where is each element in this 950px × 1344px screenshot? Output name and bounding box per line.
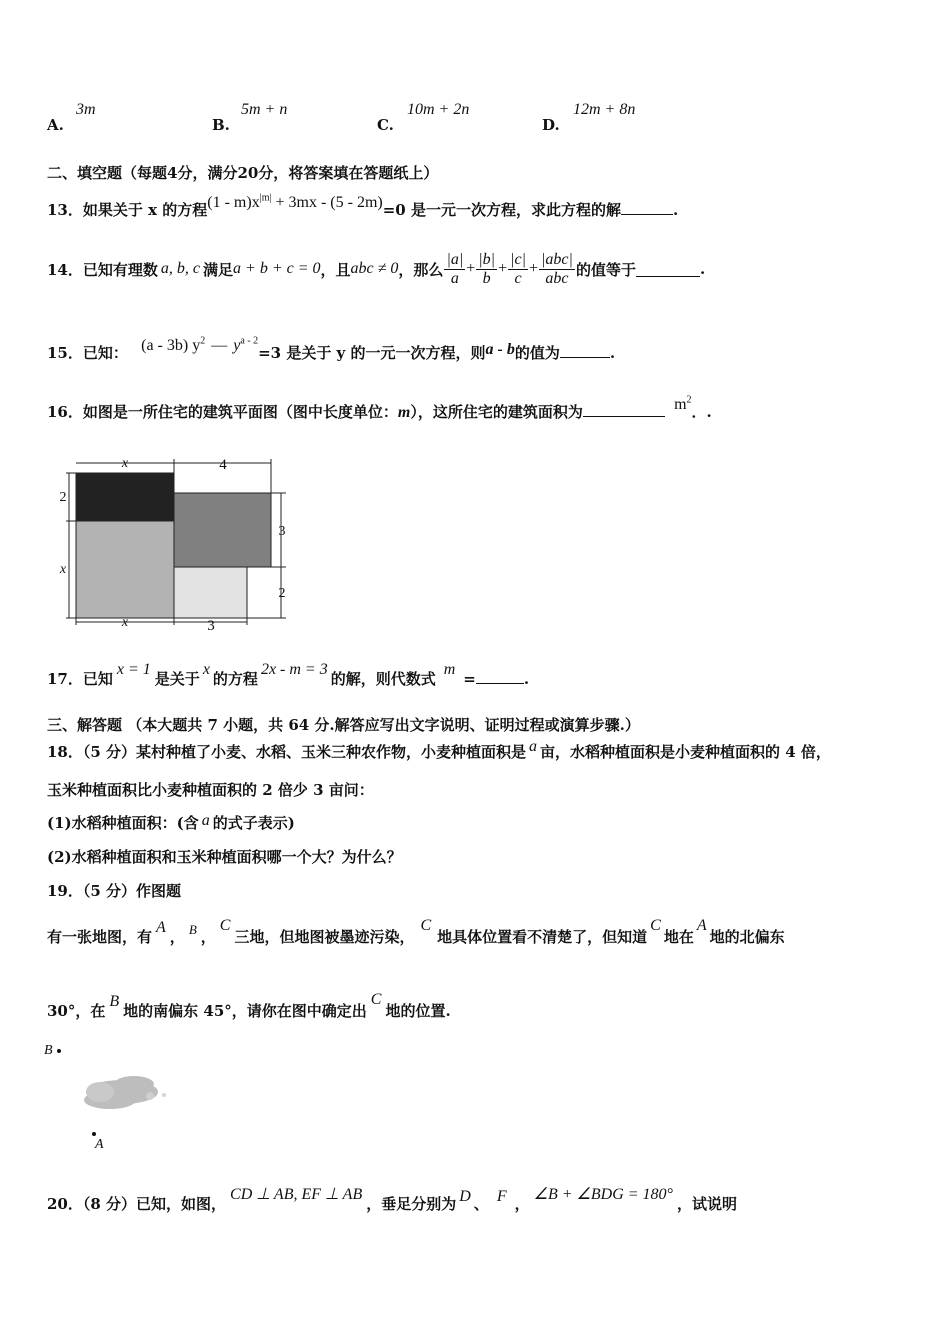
q13-number: 13． [47,201,83,219]
fig16-label-bottom-3: 3 [207,618,215,634]
q16-unit-exp: 2 [686,394,692,406]
floor-plan-figure [58,455,298,635]
q17-text: 已知 [82,670,113,688]
choice-d-letter: D. [542,116,560,134]
q17-equals: = [463,670,476,688]
q15-math-2: y [233,337,241,354]
q19-var-b: B [188,922,197,937]
q19-comma: ， [169,928,185,946]
q17-period: . [523,670,530,688]
q16-text: 如图是一所住宅的建筑平面图（图中长度单位： [82,403,398,421]
q15-math: (a - 3b) y [141,337,201,354]
fig16-label-top-4: 4 [219,457,227,473]
q17-math-4: m [443,661,456,678]
q20-separator: 、 [473,1195,489,1213]
q16-answer-blank[interactable] [583,402,665,417]
q20-var-d: D [459,1188,471,1205]
q15-exp: 2 [200,335,206,347]
q19-text-5: 地的北偏东 [709,928,785,946]
q17-math-2: x [202,661,210,678]
q19-text-6: 30°，在 [47,1002,106,1020]
q20-var-f: F [496,1188,507,1205]
q14-period: . [699,260,706,278]
fig16-label-right-3: 3 [278,524,286,539]
q14-frac-a: $\frac{|a|}{a}$ [446,250,464,287]
q17 [47,661,530,689]
q19-text-2: 三地，但地图被墨迹污染， [234,928,415,946]
choice-a-expr: 3m [76,101,96,118]
q18-part-2: (2)水稻种植面积和玉米种植面积哪一个大？为什么？ [47,848,402,866]
q19-line-1 [47,917,785,947]
q20-math: CD ⊥ AB, EF ⊥ AB [230,1186,363,1203]
q19-var-c: C [650,917,661,934]
q17-math: x = 1 [116,661,151,678]
q18-part-1-text: (1)水稻种植面积：(含 [47,814,199,832]
q14-condition: a + b + c = 0 [233,260,321,277]
q13-text: 如果关于 x 的方程 [82,201,208,219]
q14-frac-c: $\frac{|c|}{c}$ [510,250,526,287]
choice-b-expr: 5m + n [241,101,288,118]
q15-answer-blank[interactable] [560,343,610,358]
choice-d-expr: 12m + 8n [573,101,636,118]
ink-stain [84,1076,166,1109]
q15-number: 15． [47,344,83,362]
q14-answer-blank[interactable] [636,262,700,277]
q19-line-2 [47,991,451,1021]
q14-text: 已知有理数 [82,260,158,279]
q13-answer-blank[interactable] [621,200,673,215]
map-label-a: A [95,1137,104,1152]
q15 [47,335,616,363]
map-label-b: B [44,1043,53,1058]
q18-part-1 [47,812,295,833]
q14-plus: + [498,260,508,277]
q15-dash: — [211,337,228,354]
section2-heading: 二、填空题（每题4分，满分20分，将答案填在答题纸上） [47,164,439,182]
q17-number: 17． [47,670,83,688]
q18-part-1-text-2: 的式子表示) [212,814,295,832]
q14-vars: a, b, c [160,260,200,277]
room-dark [76,473,174,521]
q14-plus: + [529,260,539,277]
q20-text: （8 分）已知，如图， [82,1195,227,1213]
q15-text-3: 的值为 [514,344,560,362]
q15-exp-2: a - 2 [240,335,259,347]
q17-text-3: 的方程 [212,670,258,688]
fig16-label-right-2: 2 [278,586,286,601]
q14-text-4: ，那么 [398,260,444,279]
q19-text-8: 地的位置. [385,1002,451,1020]
q20-number: 20． [47,1195,83,1213]
q19-text-4: 地在 [663,928,694,946]
q14-condition-2: abc ≠ 0 [350,260,399,277]
q17-math-3: 2x - m = 3 [260,661,328,678]
q19-text-3: 地具体位置看不清楚了，但知道 [437,928,648,946]
q18-text: （5 分）某村种植了小麦、水稻、玉米三种农作物，小麦种植面积是 [82,743,527,761]
q19-var-c: C [219,917,231,934]
q14-plus: + [466,260,476,277]
q19-text: 有一张地图，有 [47,928,153,946]
q20-text-2: ，垂足分别为 [366,1195,457,1213]
room-pale [174,567,247,618]
q18-var-a: a [529,738,538,755]
q19-text-7: 地的南偏东 45°，请你在图中确定出 [123,1002,367,1020]
q15-math-3: a - b [485,341,515,358]
q19-var-c: C [420,917,432,934]
fig16-label-left-x: x [59,562,67,577]
q18-text-2: 亩，水稻种植面积是小麦种植面积的 4 倍， [540,743,831,761]
q17-text-2: 是关于 [154,670,200,688]
q15-text-2: =3 是关于 y 的一元一次方程，则 [258,344,486,362]
q20-text-3: ，试说明 [676,1195,737,1213]
q19-var-c: C [370,991,382,1008]
q13-period: . [672,201,679,219]
map-point-b [57,1049,61,1053]
room-mid-gray [174,493,271,567]
q13-text-2: =0 是一元一次方程，求此方程的解 [382,201,621,219]
q15-text: 已知： [82,344,128,362]
q18-part-1-var-a: a [201,812,210,829]
q19-comma: ， [200,928,216,946]
fig16-label-left-2: 2 [59,490,67,505]
fig16-label-top-x: x [121,456,129,471]
q19-title [47,880,181,901]
q14-frac-b: $\frac{|b|}{b}$ [478,250,496,287]
q14-text-3: ，且 [320,260,351,279]
q16-unit: m [397,404,411,421]
q19-var-a: A [696,917,707,934]
q14-frac-abc: $\frac{\text{|abc|}}{\text{abc}}$ [541,250,573,287]
q16-text-2: ），这所住宅的建筑面积为 [410,403,583,421]
q13-math-2: + 3mx - (5 - 2m) [271,194,383,211]
q17-answer-blank[interactable] [476,669,524,684]
section3-heading: 三、解答题 （本大题共 7 小题，共 64 分.解答应写出文字说明、证明过程或演算步骤.） [47,716,640,734]
q19-title-text: （5 分）作图题 [82,882,182,900]
q16-unit-m: m [674,396,687,413]
q20 [47,1186,737,1214]
q15-period: . [609,344,616,362]
q14-text-5: 的值等于 [575,260,636,279]
choice-c-letter: C. [377,116,394,134]
room-light-gray [76,521,174,618]
map-figure [40,1038,180,1156]
q19-var-a: A [156,919,166,936]
q18-number: 18． [47,743,83,761]
q16-period: ．. [691,403,712,421]
q14 [47,244,705,294]
q16 [47,394,712,422]
q20-math-2: ∠B + ∠BDG = 180° [533,1186,673,1203]
q13-exponent: |m| [259,192,272,204]
choice-a-letter: A. [47,116,64,134]
q16-number: 16． [47,403,83,421]
q19-number: 19． [47,882,83,900]
q20-comma: ， [514,1195,530,1213]
map-point-a [92,1132,96,1136]
choice-b-letter: B. [212,116,230,134]
fig16-label-bottom-x: x [121,615,129,630]
q18-line-2: 玉米种植面积比小麦种植面积的 2 倍少 3 亩问： [47,781,374,799]
q13-math: (1 - m)x [207,194,260,211]
q18-line-1 [47,738,831,762]
choice-c-expr: 10m + 2n [407,101,470,118]
q14-number: 14． [47,260,83,279]
q13 [47,192,679,220]
q17-text-4: 的解，则代数式 [330,670,436,688]
q19-var-b: B [109,993,120,1010]
q14-text-2: 满足 [203,260,234,279]
